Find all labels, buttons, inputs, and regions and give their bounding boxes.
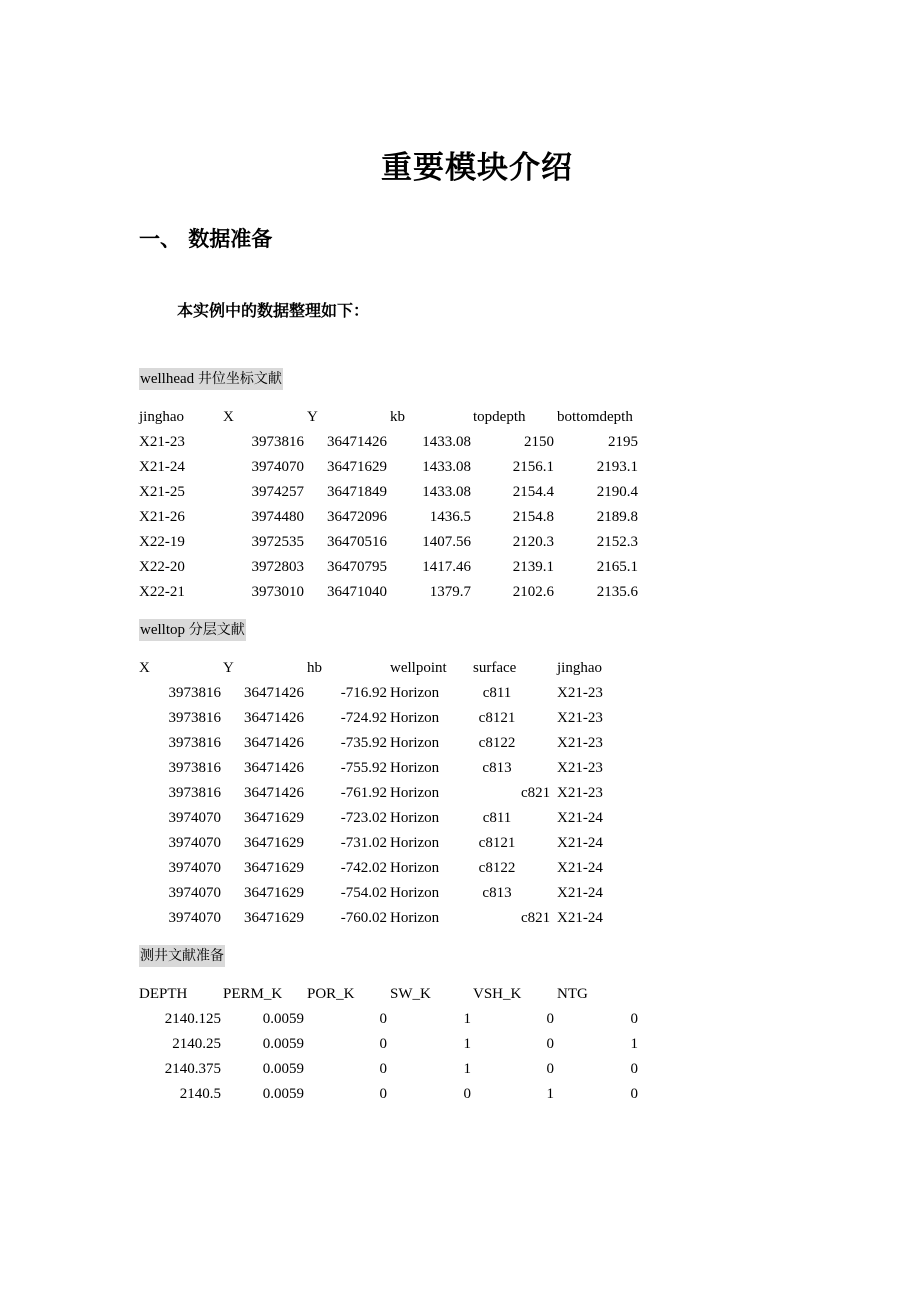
wellhead-label	[139, 368, 283, 390]
table-cell: Horizon	[390, 910, 440, 926]
table-cell: 2102.6	[512, 584, 554, 600]
page-title: 重要模块介绍	[381, 150, 573, 186]
table-cell: 1	[630, 1036, 638, 1052]
table-cell: 2156.1	[512, 459, 554, 475]
table-cell: 1436.5	[429, 509, 471, 525]
table-cell: 3974480	[251, 509, 304, 525]
column-header: hb	[307, 660, 322, 676]
table-cell: 2190.4	[596, 484, 638, 500]
column-header: SW_K	[390, 986, 431, 1002]
table-cell: 0	[379, 1086, 387, 1102]
column-header: wellpoint	[390, 660, 447, 676]
table-cell: 0	[546, 1036, 554, 1052]
table-cell: Horizon	[390, 685, 440, 701]
column-header: topdepth	[473, 409, 526, 425]
table-cell: X21-25	[139, 484, 185, 500]
welltop-label-cn: 分层文献	[188, 622, 245, 638]
column-header: VSH_K	[473, 986, 522, 1002]
table-cell: Horizon	[390, 785, 440, 801]
column-header: X	[223, 409, 234, 425]
table-cell: X22-21	[139, 584, 185, 600]
table-cell: -724.92	[340, 710, 387, 726]
table-cell: 2140.375	[164, 1061, 221, 1077]
table-cell: 1407.56	[422, 534, 471, 550]
table-cell: 36471629	[244, 835, 304, 851]
column-header: jinghao	[557, 660, 602, 676]
table-cell: 3972803	[251, 559, 304, 575]
table-cell: X21-23	[557, 710, 603, 726]
table-cell: -723.02	[340, 810, 387, 826]
table-cell: X21-23	[557, 785, 603, 801]
table-cell: X21-24	[557, 885, 603, 901]
wellhead-label-cn: 井位坐标文献	[197, 371, 282, 387]
table-cell: -754.02	[340, 885, 387, 901]
column-header: POR_K	[307, 986, 355, 1002]
table-cell: 2120.3	[512, 534, 554, 550]
welllog-label-cn: 测井文献准备	[140, 948, 224, 964]
table-cell: 3974070	[168, 835, 221, 851]
column-header: surface	[473, 660, 517, 676]
table-cell: 2140.125	[164, 1011, 221, 1027]
table-cell: X21-24	[557, 860, 603, 876]
table-cell: 2135.6	[596, 584, 638, 600]
table-cell: X21-23	[139, 434, 185, 450]
table-cell: Horizon	[390, 885, 440, 901]
intro-text: 本实例中的数据整理如下：	[177, 301, 370, 320]
table-cell: 3974070	[168, 860, 221, 876]
table-cell: 2165.1	[596, 559, 638, 575]
table-cell: c8122	[478, 735, 516, 751]
table-cell: Horizon	[390, 710, 440, 726]
column-header: Y	[223, 660, 234, 676]
table-cell: 36471629	[244, 910, 304, 926]
table-cell: 2195	[608, 434, 638, 450]
table-cell: Horizon	[390, 735, 440, 751]
table-cell: 0	[379, 1061, 387, 1077]
table-cell: 0.0059	[262, 1036, 304, 1052]
section-heading: 一、 数据准备	[139, 227, 273, 251]
table-cell: 0	[630, 1061, 638, 1077]
table-cell: 36471040	[327, 584, 387, 600]
welltop-label	[139, 619, 246, 641]
table-cell: Horizon	[390, 860, 440, 876]
table-cell: X21-24	[557, 835, 603, 851]
table-cell: 36470516	[327, 534, 387, 550]
column-header: X	[139, 660, 150, 676]
table-cell: 1417.46	[422, 559, 471, 575]
table-cell: 0	[630, 1011, 638, 1027]
table-cell: X21-26	[139, 509, 185, 525]
table-cell: 36470795	[327, 559, 387, 575]
table-cell: 36471849	[327, 484, 387, 500]
column-header: Y	[307, 409, 318, 425]
table-cell: 36471629	[244, 810, 304, 826]
table-cell: X22-20	[139, 559, 185, 575]
table-cell: X21-24	[139, 459, 185, 475]
table-cell: 2152.3	[596, 534, 638, 550]
table-cell: 3974070	[168, 810, 221, 826]
table-cell: c821	[521, 910, 551, 926]
table-cell: 1	[463, 1061, 471, 1077]
table-cell: 3973816	[168, 785, 221, 801]
table-cell: 2154.4	[512, 484, 554, 500]
table-cell: 36472096	[327, 509, 387, 525]
table-cell: 0	[379, 1011, 387, 1027]
welllog-label	[139, 945, 225, 967]
table-cell: c8122	[478, 860, 516, 876]
table-cell: 36471426	[244, 735, 304, 751]
table-cell: 3974070	[168, 885, 221, 901]
table-cell: Horizon	[390, 760, 440, 776]
table-cell: 36471629	[327, 459, 387, 475]
table-cell: 0	[463, 1086, 471, 1102]
table-cell: -742.02	[340, 860, 387, 876]
table-cell: 36471629	[244, 885, 304, 901]
table-cell: 2189.8	[596, 509, 638, 525]
table-cell: 3973816	[168, 710, 221, 726]
table-cell: 1433.08	[422, 484, 471, 500]
table-cell: Horizon	[390, 810, 440, 826]
table-cell: -761.92	[340, 785, 387, 801]
table-cell: 2150	[524, 434, 554, 450]
table-cell: 3973010	[251, 584, 304, 600]
welltop-label-en: welltop	[140, 622, 185, 638]
table-cell: Horizon	[390, 835, 440, 851]
table-cell: -731.02	[340, 835, 387, 851]
table-cell: 0.0059	[262, 1011, 304, 1027]
table-cell: c811	[482, 810, 512, 826]
column-header: PERM_K	[223, 986, 283, 1002]
column-header: bottomdepth	[557, 409, 633, 425]
table-cell: 1	[463, 1036, 471, 1052]
table-cell: 3974070	[168, 910, 221, 926]
table-cell: c813	[482, 760, 512, 776]
table-cell: X21-24	[557, 810, 603, 826]
table-cell: 3973816	[168, 760, 221, 776]
table-cell: 3974257	[251, 484, 304, 500]
table-cell: c813	[482, 885, 512, 901]
table-cell: -735.92	[340, 735, 387, 751]
table-cell: 3973816	[168, 685, 221, 701]
table-cell: 0.0059	[262, 1086, 304, 1102]
table-cell: -760.02	[340, 910, 387, 926]
table-cell: 0	[546, 1061, 554, 1077]
table-cell: 36471426	[244, 685, 304, 701]
table-cell: 0.0059	[262, 1061, 304, 1077]
table-cell: X21-23	[557, 735, 603, 751]
table-cell: 0	[379, 1036, 387, 1052]
table-cell: 3972535	[251, 534, 304, 550]
table-cell: c811	[482, 685, 512, 701]
table-cell: c821	[521, 785, 551, 801]
table-cell: 1379.7	[429, 584, 471, 600]
table-cell: 2139.1	[512, 559, 554, 575]
table-cell: X21-24	[557, 910, 603, 926]
table-cell: 1433.08	[422, 434, 471, 450]
table-cell: 1433.08	[422, 459, 471, 475]
table-cell: -716.92	[340, 685, 387, 701]
column-header: kb	[390, 409, 405, 425]
table-cell: 0	[546, 1011, 554, 1027]
table-cell: -755.92	[340, 760, 387, 776]
table-cell: X21-23	[557, 685, 603, 701]
table-cell: 1	[546, 1086, 554, 1102]
table-cell: 0	[630, 1086, 638, 1102]
wellhead-label-en: wellhead	[140, 371, 195, 387]
table-cell: 3973816	[168, 735, 221, 751]
table-cell: 36471426	[327, 434, 387, 450]
column-header: NTG	[557, 986, 588, 1002]
table-cell: 36471629	[244, 860, 304, 876]
column-header: jinghao	[139, 409, 184, 425]
table-cell: c8121	[478, 835, 516, 851]
table-cell: 3974070	[251, 459, 304, 475]
table-cell: 2193.1	[596, 459, 638, 475]
column-header: DEPTH	[139, 986, 188, 1002]
table-cell: 36471426	[244, 760, 304, 776]
table-cell: 36471426	[244, 710, 304, 726]
table-cell: 3973816	[251, 434, 304, 450]
table-cell: 1	[463, 1011, 471, 1027]
table-cell: 36471426	[244, 785, 304, 801]
table-cell: X22-19	[139, 534, 185, 550]
table-cell: c8121	[478, 710, 516, 726]
table-cell: 2140.5	[179, 1086, 221, 1102]
table-cell: 2154.8	[512, 509, 554, 525]
table-cell: X21-23	[557, 760, 603, 776]
table-cell: 2140.25	[172, 1036, 221, 1052]
